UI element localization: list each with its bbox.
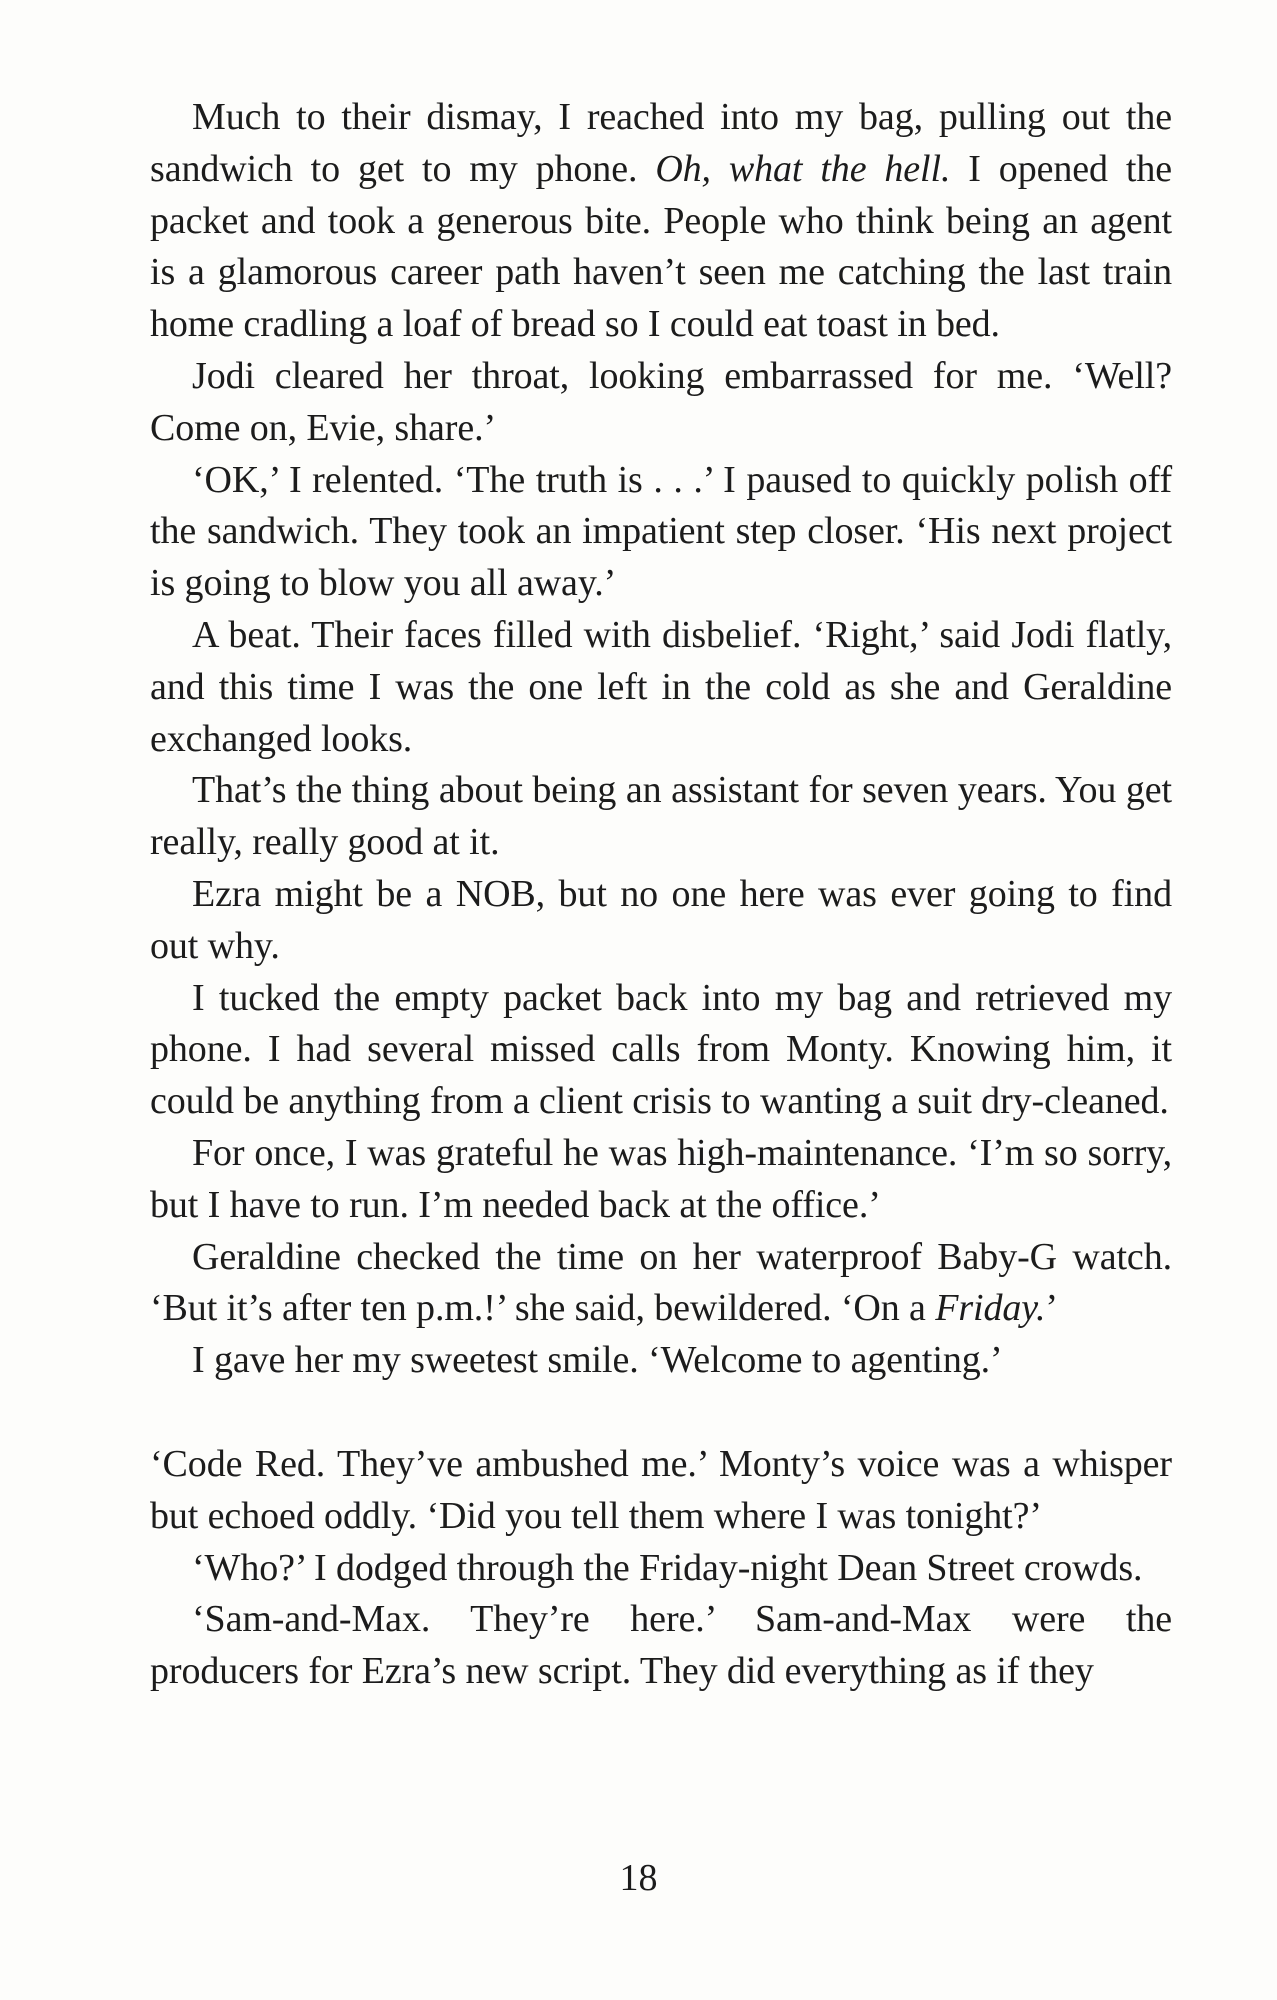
paragraph [150, 1543, 1172, 1595]
paragraph-text: That’s the thing about being an assistant for seven years. You get really, really good at it. [150, 769, 1172, 864]
italic-text: Friday. [935, 1287, 1046, 1330]
paragraph [150, 765, 1172, 869]
paragraph [150, 869, 1172, 973]
italic-text: Oh, what the hell. [655, 147, 951, 190]
paragraph [150, 1128, 1172, 1232]
paragraph-text: Geraldine checked the time on her waterproof Baby-G watch. ‘But it’s after ten p.m.!’ she said, bewildered. ‘On a [150, 1235, 1172, 1330]
paragraph-text: I opened the packet and took a generous bite. People who think being an agent is a glamorous career path haven’t seen me catching the last train home cradling a loaf of bread so I could eat toast in bed. [150, 147, 1172, 346]
paragraph-text: ‘Code Red. They’ve ambushed me.’ Monty’s voice was a whisper but echoed oddly. ‘Did you tell them where I was tonight?’ [150, 1442, 1172, 1537]
paragraph-text: I gave her my sweetest smile. ‘Welcome to agenting.’ [192, 1339, 1003, 1382]
paragraph [150, 1335, 1172, 1387]
paragraph-text: ‘Sam-and-Max. They’re here.’ Sam-and-Max were the producers for Ezra’s new script. They did everything as if they [150, 1598, 1172, 1693]
paragraph-text: For once, I was grateful he was high-maintenance. ‘I’m so sorry, but I have to run. I’m needed back at the office.’ [150, 1131, 1172, 1226]
paragraph-text: ‘OK,’ I relented. ‘The truth is . . .’ I paused to quickly polish off the sandwich. They took an impatient step closer. ‘His next project is going to blow you all away.’ [150, 458, 1172, 605]
paragraph [150, 455, 1172, 610]
paragraph-text: A beat. Their faces filled with disbelief. ‘Right,’ said Jodi flatly, and this time I was the one left in the cold as she and Geraldine exchanged looks. [150, 613, 1172, 760]
paragraph [150, 973, 1172, 1128]
section-start-paragraph [150, 1439, 1172, 1543]
paragraph-text: Ezra might be a NOB, but no one here was ever going to find out why. [150, 872, 1172, 967]
paragraph-text: I tucked the empty packet back into my bag and retrieved my phone. I had several missed calls from Monty. Knowing him, it could be anything from a client crisis to wanting a suit dry-cleaned. [150, 976, 1172, 1123]
paragraph-text: ‘Who?’ I dodged through the Friday-night Dean Street crowds. [192, 1546, 1143, 1589]
paragraph [150, 1232, 1172, 1336]
paragraph [150, 610, 1172, 765]
page-number: 18 [619, 1857, 658, 1899]
paragraph [150, 1594, 1172, 1698]
book-page-text [150, 92, 1172, 1698]
paragraph-text: Jodi cleared her throat, looking embarrassed for me. ‘Well? Come on, Evie, share.’ [150, 354, 1172, 449]
paragraph [150, 351, 1172, 455]
paragraph-text: ’ [1045, 1287, 1058, 1330]
paragraph-text: Much to their dismay, I reached into my bag, pulling out the sandwich to get to my phone. [150, 96, 1172, 190]
paragraph [150, 92, 1172, 351]
